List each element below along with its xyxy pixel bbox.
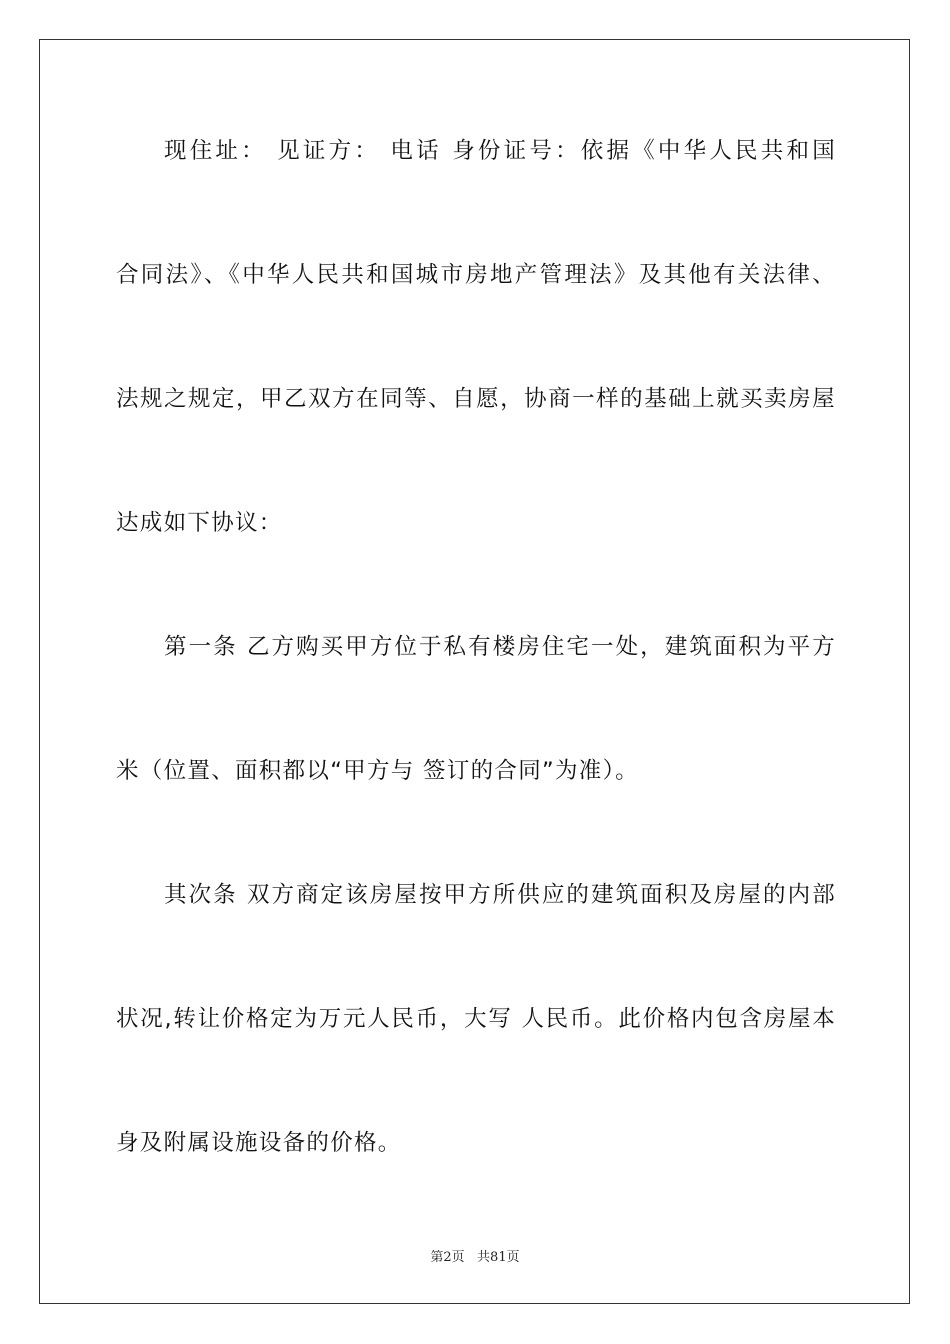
- paragraph-line-3: 法规之规定，甲乙双方在同等、自愿，协商一样的基础上就买卖房屋: [116, 386, 836, 412]
- page-number-footer: 第2页 共81页: [430, 1250, 520, 1265]
- paragraph-line-2: 合同法》、《中华人民共和国城市房地产管理法》及其他有关法律、: [116, 262, 836, 288]
- paragraph-line-1: 现住址： 见证方： 电话 身份证号：依据《中华人民共和国: [164, 138, 836, 164]
- paragraph-line-8: 状况,转让价格定为万元人民币，大写 人民币。此价格内包含房屋本: [116, 1006, 836, 1032]
- paragraph-line-4: 达成如下协议：: [116, 510, 283, 536]
- page-border: [39, 39, 910, 1304]
- paragraph-line-7: 其次条 双方商定该房屋按甲方所供应的建筑面积及房屋的内部: [164, 882, 836, 908]
- paragraph-line-5: 第一条 乙方购买甲方位于私有楼房住宅一处，建筑面积为平方: [164, 634, 836, 660]
- paragraph-line-9: 身及附属设施设备的价格。: [116, 1130, 402, 1156]
- paragraph-line-6: 米（位置、面积都以“甲方与 签订的合同”为准）。: [116, 758, 639, 784]
